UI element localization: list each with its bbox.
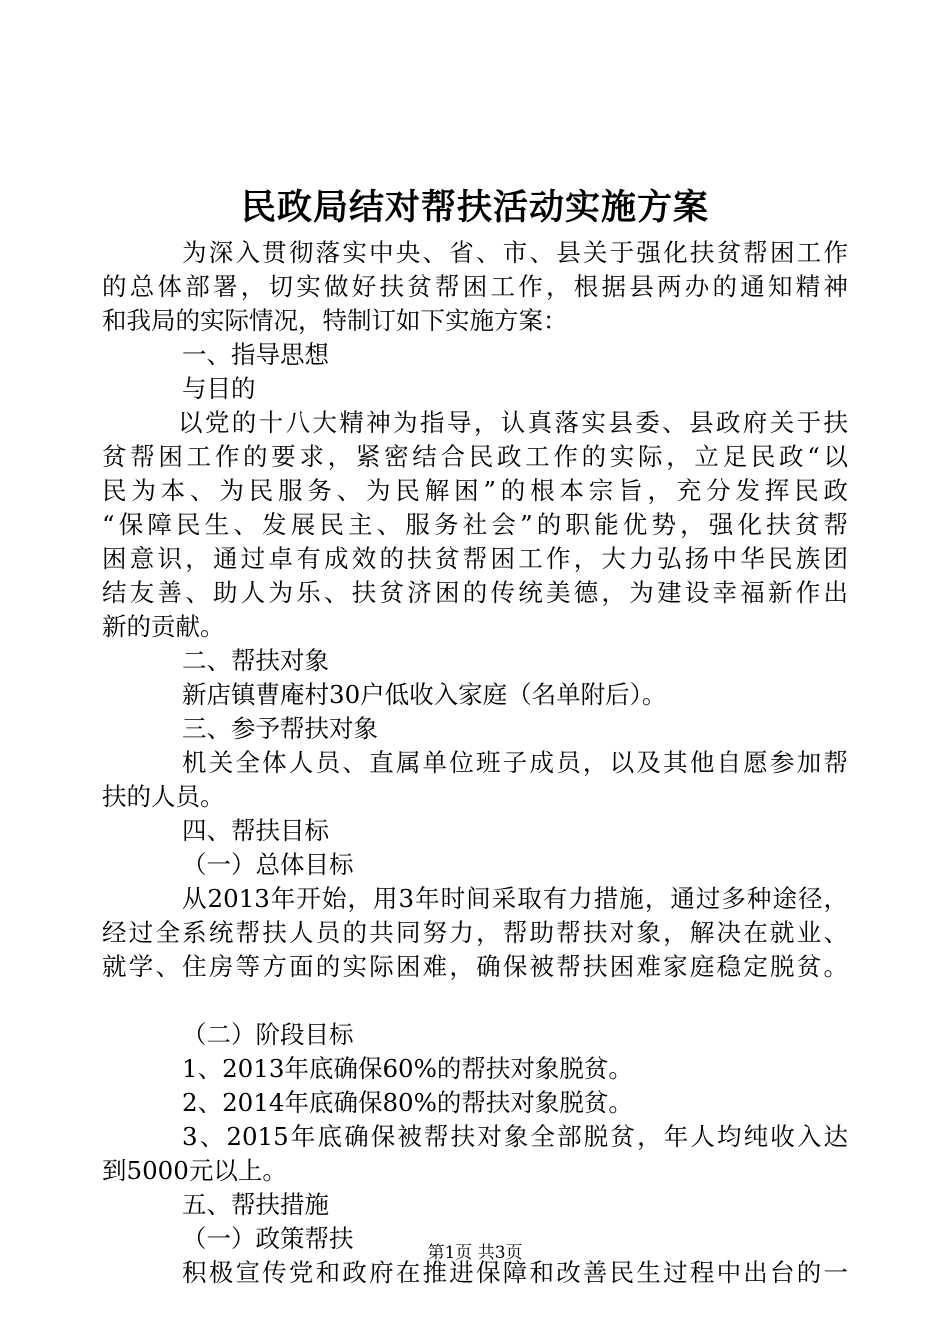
text-line: 就学、住房等方面的实际困难，确保被帮扶困难家庭稳定脱贫。 — [102, 952, 848, 981]
text-line: 3、2015年底确保被帮扶对象全部脱贫，年人均纯收入达 — [182, 1122, 848, 1151]
text-line: 和我局的实际情况，特制订如下实施方案： — [102, 306, 568, 335]
blank-line — [102, 984, 848, 1018]
section-heading: 四、帮扶目标 — [182, 816, 329, 845]
section-heading: 二、帮扶对象 — [182, 646, 329, 675]
text-line: 贫帮困工作的要求，紧密结合民政工作的实际，立足民政“以 — [102, 442, 848, 471]
text-line: 1、2013年底确保60%的帮扶对象脱贫。 — [182, 1054, 633, 1083]
text-line: 民为本、为民服务、为民解困”的根本宗旨，充分发挥民政 — [102, 476, 848, 505]
text-line: 扶的人员。 — [102, 782, 225, 811]
subsection-heading: （一）政策帮扶 — [182, 1224, 354, 1253]
text-line: 2、2014年底确保80%的帮扶对象脱贫。 — [182, 1088, 633, 1117]
text-line: 机关全体人员、直属单位班子成员，以及其他自愿参加帮 — [182, 748, 848, 777]
text-line: 结友善、助人为乐、扶贫济困的传统美德，为建设幸福新作出 — [102, 578, 848, 607]
text-line: 以党的十八大精神为指导，认真落实县委、县政府关于扶 — [178, 408, 848, 437]
subsection-heading: （二）阶段目标 — [182, 1020, 354, 1049]
document-body — [102, 236, 848, 1290]
section-heading: 一、指导思想 — [182, 340, 329, 369]
section-heading: 三、参予帮扶对象 — [182, 714, 378, 743]
text-line: 新店镇曹庵村30户低收入家庭（名单附后）。 — [182, 680, 667, 709]
text-line: “保障民生、发展民主、服务社会”的职能优势，强化扶贫帮 — [102, 510, 848, 539]
text-line: 积极宣传党和政府在推进保障和改善民生过程中出台的一 — [182, 1258, 848, 1287]
text-line: 到5000元以上。 — [102, 1156, 287, 1185]
section-heading: 与目的 — [182, 374, 256, 403]
text-line: 从2013年开始，用3年时间采取有力措施，通过多种途径， — [182, 884, 848, 913]
subsection-heading: （一）总体目标 — [182, 850, 354, 879]
document-title: 民政局结对帮扶活动实施方案 — [240, 187, 709, 228]
text-line: 经过全系统帮扶人员的共同努力，帮助帮扶对象，解决在就业、 — [102, 918, 848, 947]
section-heading: 五、帮扶措施 — [182, 1190, 329, 1219]
page-number: 第1页 共3页 — [427, 1243, 523, 1263]
text-line: 新的贡献。 — [102, 612, 225, 641]
text-line: 为深入贯彻落实中央、省、市、县关于强化扶贫帮困工作 — [182, 238, 848, 267]
text-line: 困意识，通过卓有成效的扶贫帮困工作，大力弘扬中华民族团 — [102, 544, 848, 573]
text-line: 的总体部署，切实做好扶贫帮困工作，根据县两办的通知精神 — [102, 272, 848, 301]
